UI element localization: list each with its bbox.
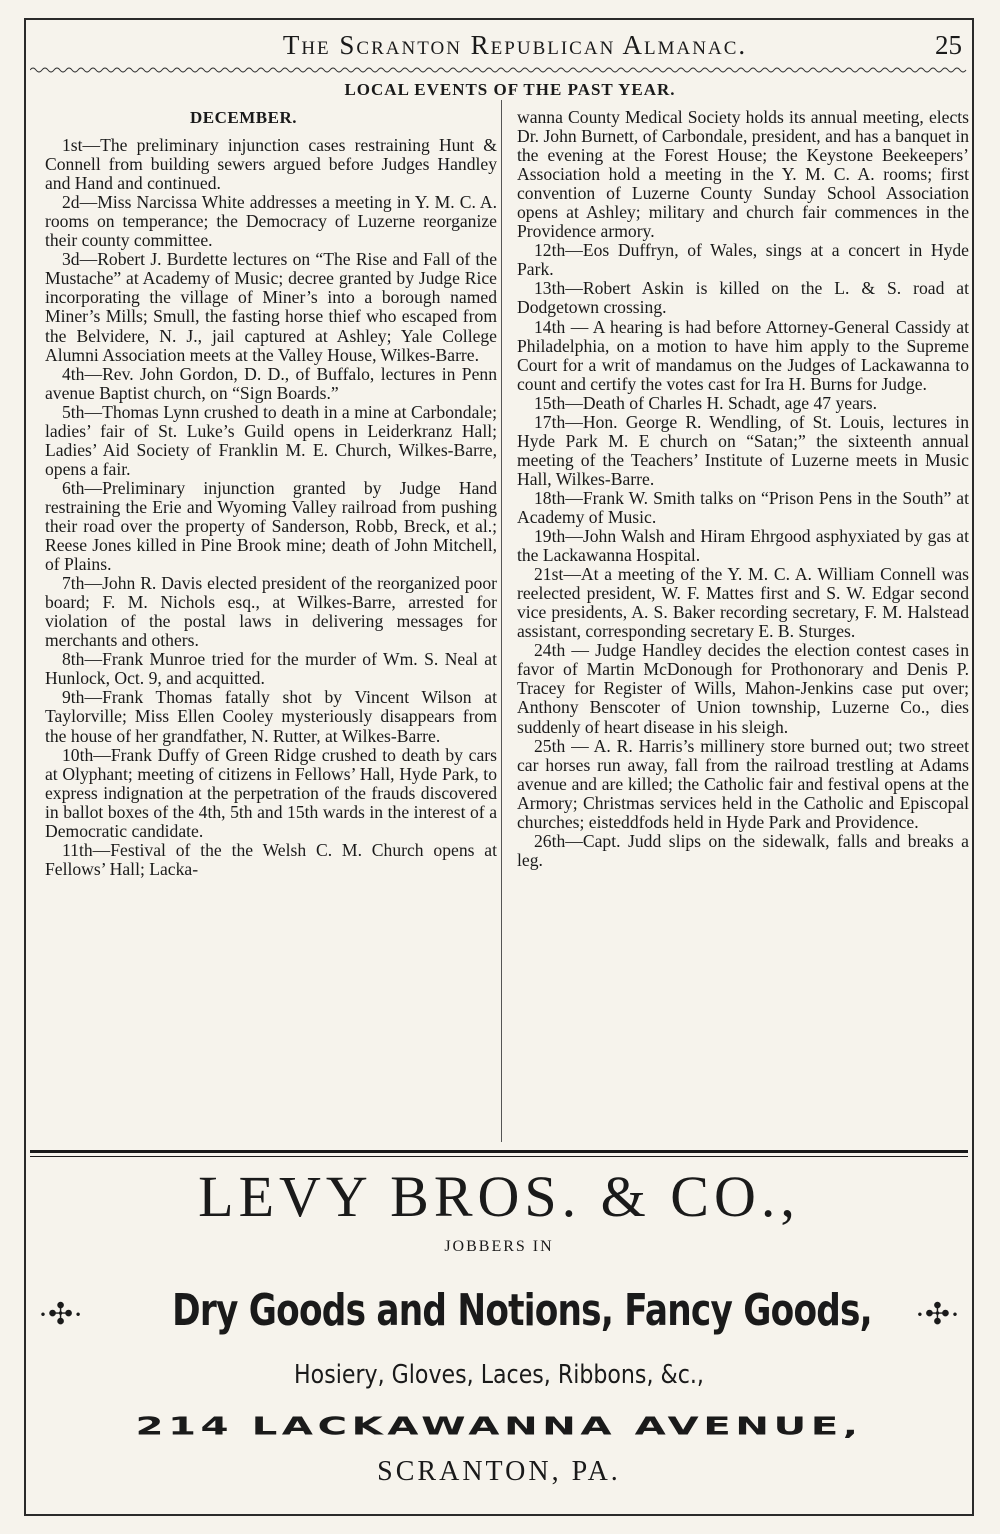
ad-rule: [30, 1150, 968, 1153]
event-entry: 3d—Robert J. Burdette lectures on “The Rise and Fall of the Mustache” at Academy of Music; decree granted by Judge Rice incorporating the village of Miner’s into a borough named Miner’s Mills; Smull, the fasting horse thief who escaped from the Belvidere, N. J., jail captured at Ashley; Yale College Alumni Association meets at the Valley House, Wilkes-Barre.: [45, 249, 497, 365]
event-entry: 8th—Frank Munroe tried for the murder of Wm. S. Neal at Hunlock, Oct. 9, and acquitted.: [45, 649, 497, 689]
month-heading: DECEMBER.: [190, 108, 297, 127]
event-entry: 5th—Thomas Lynn crushed to death in a mine at Carbondale; ladies’ fair of St. Luke’s Guild opens in Leiderkranz Hall; Ladies’ Aid Society of Franklin M. E. Church, Wilkes-Barre, opens a fair.: [45, 401, 497, 479]
event-entry: 21st—At a meeting of the Y. M. C. A. William Connell was reelected president, W. F. Mattes first and S. W. Edgar second vice presidents, A. S. Baker recording secretary, F. M. Halstead assistant, corresponding secretary E. B. Sturges.: [517, 564, 969, 642]
wavy-rule: [30, 66, 968, 74]
ad-company-name: LEVY BROS. & CO.,: [198, 1164, 800, 1229]
event-entry: 19th—John Walsh and Hiram Ehrgood asphyxiated by gas at the Lackawanna Hospital.: [517, 526, 969, 566]
page-number: 25: [935, 30, 962, 60]
ad-goods-row: [30, 1270, 968, 1360]
event-entry: 2d—Miss Narcissa White addresses a meeting in Y. M. C. A. rooms on temperance; the Democracy of Luzerne reorganize their county committee.: [45, 192, 497, 251]
ad-hosiery-line: Hosiery, Gloves, Laces, Ribbons, &c.,: [294, 1360, 704, 1390]
right-column: [517, 108, 969, 1144]
event-entry: 11th—Festival of the the Welsh C. M. Church opens at Fellows’ Hall; Lacka-: [45, 839, 497, 879]
event-entry: 25th — A. R. Harris’s millinery store burned out; two street car horses run away, fall from the railroad trestling at Adams avenue and are killed; the Catholic fair and festival opens at the Armory; Christmas services held in the Catholic and Episcopal churches; eisteddfods held in Hyde Park and Providence.: [517, 735, 969, 832]
event-entry: 17th—Hon. George R. Wendling, of St. Louis, lectures in Hyde Park M. E church on “Satan;” the sixteenth annual meeting of the Teachers’ Institute of Luzerne meets in Music Hall, Wilkes-Barre.: [517, 411, 969, 489]
event-entry: 1st—The preliminary injunction cases restraining Hunt & Connell from building sewers argued before Judges Handley and Hand and continued.: [45, 135, 497, 194]
event-entry: 18th—Frank W. Smith talks on “Prison Pens in the South” at Academy of Music.: [517, 487, 969, 527]
event-entry: 14th — A hearing is had before Attorney-General Cassidy at Philadelphia, on a motion to have him apply to the Supreme Court for a writ of mandamus on the Judges of Lackawanna to count and certify the votes cast for Ira H. Burns for Judge.: [517, 316, 969, 394]
event-entry: 6th—Preliminary injunction granted by Judge Hand restraining the Erie and Wyoming Valley railroad from pushing their road over the property of Sanderson, Robb, Breck, et al.; Reese Jones killed in Pine Brook mine; death of John Mitchell, of Plains.: [45, 477, 497, 575]
ad-jobbers-line: JOBBERS IN: [444, 1238, 554, 1255]
event-entry: 26th—Capt. Judd slips on the sidewalk, falls and breaks a leg.: [517, 830, 969, 870]
event-entry: 7th—John R. Davis elected president of the reorganized poor board; F. M. Nichols esq., at Wilkes-Barre, arrested for violation of the postal laws in delivering messages for merchants and others.: [45, 573, 497, 651]
advertisement: [30, 1162, 968, 1502]
event-entry: 10th—Frank Duffy of Green Ridge crushed to death by cars at Olyphant; meeting of citizens in Fellows’ Hall, Hyde Park, to express indignation at the perpetration of the frauds discovered in ballot boxes of the 4th, 5th and 15th wards in the interest of a Democratic candidate.: [45, 744, 497, 841]
event-entry: 13th—Robert Askin is killed on the L. & S. road at Dodgetown crossing.: [517, 278, 969, 318]
ad-goods-line: Dry Goods and Notions, Fancy Goods,: [172, 1285, 872, 1336]
ad-city: SCRANTON, PA.: [377, 1456, 621, 1487]
ad-rule: [30, 1156, 968, 1157]
event-entry: 9th—Frank Thomas fatally shot by Vincent Wilson at Taylorville; Miss Ellen Cooley mysteriously disappears from the house of her grandfather, N. Rutter, at Wilkes-Barre.: [45, 687, 497, 746]
page-header: [30, 30, 968, 66]
almanac-title: The Scranton Republican Almanac.: [282, 30, 748, 60]
fleuron-icon: ·✣·: [38, 1298, 84, 1331]
column-divider: [501, 100, 502, 1142]
event-entry: 12th—Eos Duffryn, of Wales, sings at a concert in Hyde Park.: [517, 240, 969, 280]
ad-address: 214 LACKAWANNA AVENUE,: [135, 1412, 863, 1441]
section-heading: LOCAL EVENTS OF THE PAST YEAR.: [344, 80, 676, 99]
event-entry: 24th — Judge Handley decides the election contest cases in favor of Martin McDonough for Prothonorary and Denis P. Tracey for Register of Wills, Mahon-Jenkins case put over; Anthony Benscoter of Union township, Luzerne Co., dies suddenly of heart disease in his sleigh.: [517, 640, 969, 737]
event-entry: 15th—Death of Charles H. Schadt, age 47 years.: [534, 392, 877, 413]
event-entry-continued: wanna County Medical Society holds its annual meeting, elects Dr. John Burnett, of Carbondale, president, and has a banquet in the evening at the Forest House; the Keystone Beekeepers’ Association hold a meeting in the Y. M. C. A. rooms; first convention of Luzerne County Sunday School Association opens at Ashley; military and church fair commences in the Providence armory.: [517, 108, 969, 242]
left-column: [45, 108, 497, 1144]
event-entry: 4th—Rev. John Gordon, D. D., of Buffalo, lectures in Penn avenue Baptist church, on “Sign Boards.”: [45, 363, 497, 403]
fleuron-icon: ·✣·: [914, 1298, 960, 1331]
